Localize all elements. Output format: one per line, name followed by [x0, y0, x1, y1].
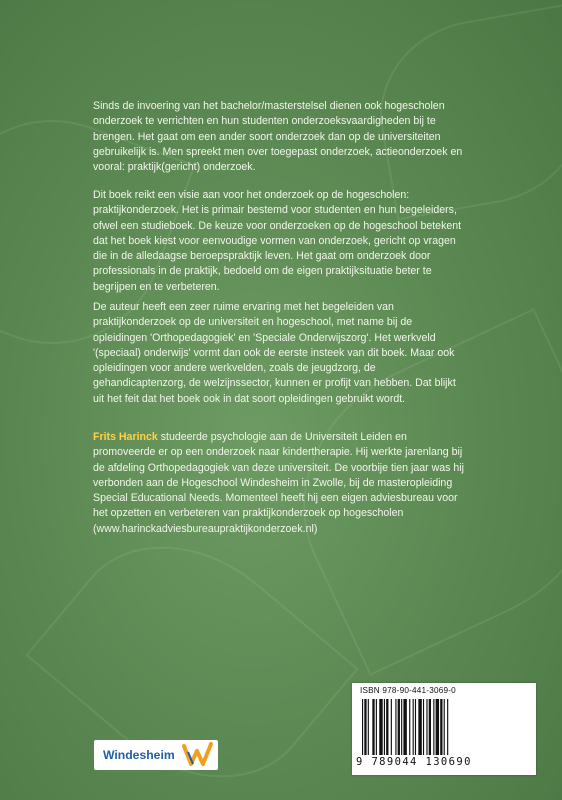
author-name: Frits Harinck — [93, 431, 158, 443]
publisher-name: Windesheim — [103, 748, 175, 762]
barcode-bar — [372, 699, 374, 755]
description-paragraph-3: De auteur heeft een zeer ruime ervaring met het begeleiden van praktijkonderzoek op de universiteit en hogeschool, met name bij de opleidingen 'Orthopedagogiek' en 'Speciale Onderwijszorg'. Het werkveld '(speciaal) onderwijs' vormt dan ook de eerste insteek van dit boek. Maar ook opleidingen voor andere werkvelden, zoals de jeugdzorg, de gehandicaptenzorg, de welzijnssector, kunnen er profijt van hebben. Dat blijkt uit het feit dat het boek ook in dat soort opleidingen gebruikt wordt. — [93, 301, 456, 405]
barcode-bar — [409, 699, 410, 755]
description-paragraph-1: Sinds de invoering van het bachelor/masterstelsel dienen ook hogescholen onderzoek te verrichten en hun studenten onderzoeksvaardigheden bij te brengen. Het gaat om een ander soort onderzoek dan op de universiteiten gebruikelijk is. Men spreekt men over toegepast onderzoek, actieonderzoek en vooral: praktijk(gericht) onderzoek. — [93, 100, 463, 174]
barcode-bar — [395, 699, 396, 755]
isbn-label: ISBN 978-90-441-3069-0 — [360, 686, 456, 695]
barcode-bar — [444, 699, 445, 755]
description-paragraph-2: Dit boek reikt een visie aan voor het onderzoek op de hogescholen: praktijkonderzoek. Het is primair bestemd voor studenten en hun begeleiders, ofwel een studieboek. De keuze voor onderzoeken op de hogeschool betekent dat het boek kiest voor eenvoudige vormen van onderzoek, gericht op vragen die in de alledaagse beroepspraktijk leven. Het gaat om onderzoek door professionals in de praktijk, bedoeld om de eigen praktijksituatie beter te begrijpen en te verbeteren. — [93, 189, 462, 293]
barcode-bar — [429, 699, 431, 755]
isbn-barcode — [352, 683, 536, 775]
barcode-bar — [379, 699, 382, 755]
barcode-bar — [384, 699, 385, 755]
barcode-bar — [415, 699, 416, 755]
barcode-bar — [362, 699, 363, 755]
author-bio — [93, 430, 468, 537]
barcode-bar — [433, 699, 434, 755]
barcode-bar — [364, 699, 366, 755]
barcode-bar — [440, 699, 442, 755]
author-bio-text: studeerde psychologie aan de Universiteit Leiden en promoveerde er op een onderzoek naar kindertherapie. Hij werkte jarenlang bij de afdeling Orthopedagogiek van deze universiteit. De voorbije tien jaar was hij verbonden aan de Hogeschool Windesheim in Zwolle, bij de masteropleiding Special Educational Needs. Momenteel heeft hij een eigen adviesbureau voor het opzetten en verbeteren van praktijkonderzoek op hogescholen (www.harinckadviesbureaupraktijkonderzoek.nl) — [93, 431, 465, 535]
barcode-bar — [436, 699, 439, 755]
barcode-bar — [447, 699, 448, 755]
barcode-bar — [423, 699, 424, 755]
barcode-bar — [403, 699, 406, 755]
publisher-logo — [94, 740, 218, 770]
barcode-bar — [413, 699, 414, 755]
barcode-bar — [401, 699, 402, 755]
ean-number: 9 789044 130690 — [356, 756, 472, 768]
barcode-bar — [418, 699, 421, 755]
barcode-bar — [368, 699, 369, 755]
barcode-bars — [360, 699, 528, 757]
barcode-bar — [376, 699, 377, 755]
barcode-bar — [386, 699, 388, 755]
windesheim-w-icon — [182, 742, 214, 768]
barcode-bar — [426, 699, 427, 755]
barcode-bar — [391, 699, 392, 755]
barcode-bar — [398, 699, 400, 755]
